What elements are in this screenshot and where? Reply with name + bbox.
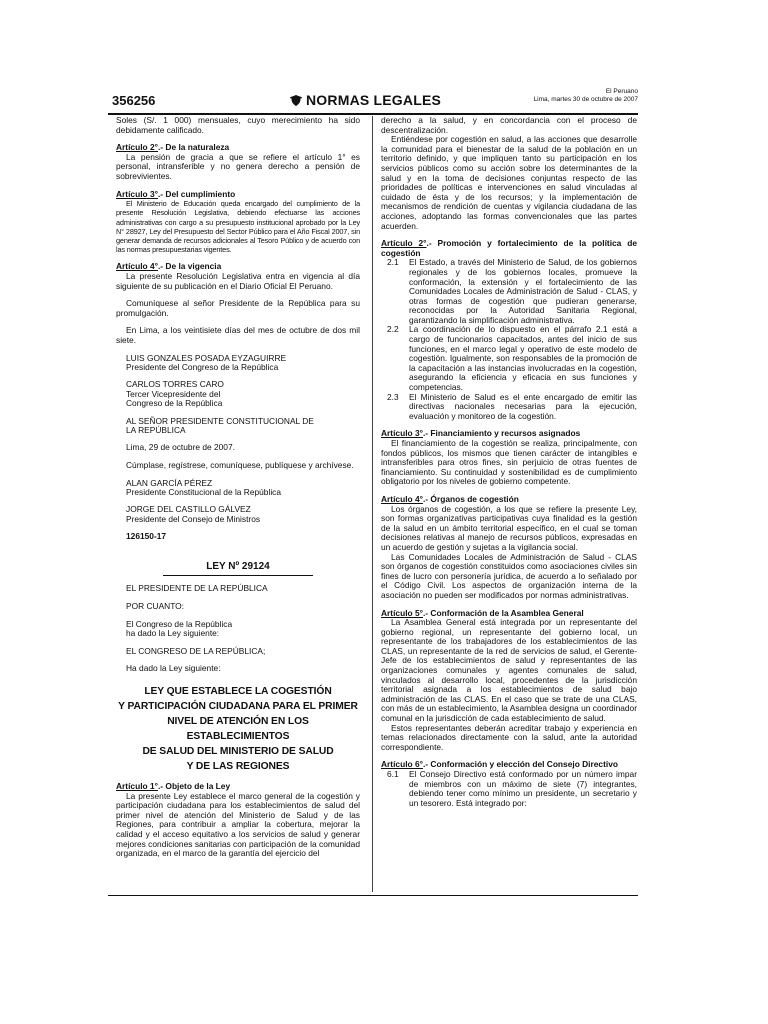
masthead-title: NORMAS LEGALES: [306, 92, 442, 108]
cumplase-text: Cúmplase, regístrese, comuníquese, publíquese y archívese.: [126, 459, 354, 470]
continuation-text: derecho a la salud, y en concordancia con el proceso de descentralización.: [381, 115, 637, 135]
paragraph-number: 2.2: [387, 324, 399, 335]
paragraph-text: El Consejo Directivo está conformado por un número impar de miembros con un máximo de siete (7) integrantes, debiendo tener como mínimo un presidente, un secretario y un tesorero. Está integrado por:: [409, 769, 637, 808]
article-5-body-2: Estos representantes deberán acreditar trabajo y experiencia en temas relacionados directamente con la salud, ante la autoridad correspondiente.: [381, 722, 637, 752]
paragraph-text: La coordinación de lo dispuesto en el párrafo 2.1 está a cargo de funcionarios capacitados, antes del inicio de sus funciones, en el marco legal y operativo de este modelo de cogestión. Igualmente, son responsables de la promoción de la capacitación a las instancias involucradas en la cogestión, asegurando la eficiencia y eficacia en sus funciones y competencias.: [409, 324, 637, 393]
coat-of-arms-icon: [290, 95, 302, 106]
en-lima-text: En Lima, a los veintisiete días del mes de octubre de dos mil siete.: [116, 325, 360, 345]
article-4-body-1: Los órganos de cogestión, a los que se refiere la presente Ley, son formas organizativas participativas cuya finalidad es la gestión de la salud en un ámbito territorial específico, en el cual se toman decisiones relativas al manejo de recursos públicos, expresadas en un acuerdo de gestión y sujetas a la vigilancia social.: [381, 503, 637, 552]
signature-block-2: [116, 380, 360, 408]
paragraph-text: El Ministerio de Salud es el ente encargado de emitir las directivas nacionales necesarias para la ejecución, evaluación y monitoreo de la cogestión.: [409, 391, 637, 421]
cogestion-definition: Entiéndese por cogestión en salud, a las acciones que desarrolle la comunidad para el bienestar de la salud de la población en un territorio definido, y que impliquen tanto su participación en los servicios públicos como su acción sobre los determinantes de la salud y en la toma de decisiones conjuntas respecto de las prioridades de políticas e intervenciones en salud vinculadas al cuidado de ésta y de los recursos; y la implementación de mecanismos de rendición de cuentas y vigilancia ciudadana de las acciones, adoptando las formas convencionales que las partes acuerden.: [381, 134, 637, 231]
article-4-body: La presente Resolución Legislativa entra en vigencia al día siguiente de su publicación en el Diario Oficial El Peruano.: [116, 270, 360, 291]
article-4-body-2: Las Comunidades Locales de Administración de Salud - CLAS son órganos de cogestión constituidos como asociaciones civiles sin fines de lucro con personería jurídica, de acuerdo a lo señalado por el Código Civil. Los aspectos de organización interna de la asociación no pueden ser modificados por normas administrativas.: [381, 551, 637, 600]
article-3-heading: Artículo 3°.- Financiamiento y recursos asignados: [381, 428, 581, 439]
paragraph-number: 2.3: [387, 391, 399, 402]
el-presidente-text: EL PRESIDENTE DE LA REPÚBLICA: [126, 583, 268, 594]
law-title-line: Y PARTICIPACIÓN CIUDADANA PARA EL PRIMER: [118, 700, 358, 712]
congreso-dado-block: [116, 620, 360, 639]
paragraph-number: 6.1: [387, 769, 399, 779]
page-header: [108, 88, 638, 112]
signer-name: CARLOS TORRES CARO: [126, 379, 224, 390]
addressee-line: LA REPÚBLICA: [126, 424, 186, 435]
law-title-line: LEY QUE ESTABLECE LA COGESTIÓN: [144, 685, 332, 697]
congreso-line: El Congreso de la República: [126, 618, 233, 629]
header-right: [534, 88, 638, 104]
article-3-body: El financiamiento de la cogestión se realiza, principalmente, con fondos públicos, los mismos que tienen carácter de intangibles e intransferibles para otros fines, sin perjuicio de otras fuentes de financiamiento. Su continuidad y sostenibilidad es de cumplimiento obligatorio por los niveles de gobierno competente.: [381, 438, 637, 487]
signature-block-1: [116, 354, 360, 373]
article-3-body: El Ministerio de Educación queda encargado del cumplimiento de la presente Resolución Legislativa, debiendo efectuarse las acciones administrativas con cargo a su presupuesto institucional aprobado por la Ley N° 28927, Ley del Presupuesto del Sector Público para el Año Fiscal 2007, sin generar demanda de recursos adicionales al Tesoro Público y de acuerdo con las normas presupuestarias vigentes.: [116, 199, 360, 255]
addressee-line: AL SEÑOR PRESIDENTE CONSTITUCIONAL DE: [126, 415, 314, 426]
signer-role: Congreso de la República: [126, 398, 223, 409]
paragraph-6-1: [381, 770, 637, 808]
signature-block-3: [116, 479, 360, 498]
article-2-body: La pensión de gracia a que se refiere el artículo 1° es personal, intransferible y no genera derecho a pensión de sobrevivientes.: [116, 151, 360, 181]
paragraph-2-3: [381, 393, 637, 422]
law-title-line: Y DE LAS REGIONES: [186, 760, 290, 772]
addressee-block: [116, 417, 360, 436]
masthead: [290, 92, 441, 108]
paragraph-number: 2.1: [387, 257, 399, 268]
article-1-body: La presente Ley establece el marco general de la cogestión y participación ciudadana para los establecimientos de salud del primer nivel de atención del Ministerio de Salud y de las Regiones, para contribuir a ampliar la cobertura, mejorar la calidad y el acceso equitativo a los servicios de salud y generar mejores condiciones sanitarias con participación de la comunidad organizada, en el marco de la garantía del ejercicio del: [116, 790, 360, 859]
signer-role: Presidente del Congreso de la República: [126, 361, 279, 372]
law-title-line: DE SALUD DEL MINISTERIO DE SALUD: [142, 745, 334, 757]
article-3-heading: Artículo 3°.- Del cumplimiento: [116, 188, 236, 199]
article-2-heading: Artículo 2°.- De la naturaleza: [116, 142, 230, 153]
ha-dado-text: Ha dado la Ley siguiente:: [126, 663, 221, 674]
signature-block-4: [116, 505, 360, 524]
article-4-heading: Artículo 4°.- Órganos de cogestión: [381, 493, 519, 504]
law-title: [116, 684, 360, 774]
congreso-line: ha dado la Ley siguiente:: [126, 628, 220, 639]
por-cuanto-text: POR CUANTO:: [126, 600, 185, 611]
article-1-heading: Artículo 1°.- Objeto de la Ley: [116, 780, 231, 791]
law-number: LEY Nº 29124: [206, 560, 270, 572]
lima-date: Lima, 29 de octubre de 2007.: [126, 442, 235, 453]
signer-name: ALAN GARCÍA PÉREZ: [126, 477, 213, 488]
left-column: [116, 116, 360, 859]
signer-role: Presidente del Consejo de Ministros: [126, 513, 261, 524]
law-title-line: NIVEL DE ATENCIÓN EN LOS ESTABLECIMIENTOS: [167, 715, 309, 742]
paragraph-2-1: [381, 258, 637, 325]
article-6-heading: Artículo 6°.- Conformación y elección del Consejo Directivo: [381, 759, 618, 770]
reference-number: 126150-17: [126, 531, 167, 542]
law-number-rule: [163, 575, 313, 576]
intro-text: Soles (S/. 1 000) mensuales, cuyo merecimiento ha sido debidamente calificado.: [116, 115, 360, 135]
article-5-body-1: La Asamblea General está integrada por un representante del gobierno regional, un representante del gobierno local, un representante de los trabajadores de los establecimientos de las CLAS, un representante de la red de servicios de salud, el Gerente-Jefe de los establecimientos de salud y representantes de las organizaciones comunales y agentes comunales de salud, vinculados al desarrollo local, procedentes de la jurisdicción territorial asignada a los establecimientos de salud bajo administración de las CLAS. En el caso que se trate de una CLAS, con más de un establecimiento, la Asamblea designa un coordinador comunal en la jurisdicción de cada establecimiento de salud.: [381, 617, 637, 724]
signer-role: Tercer Vicepresidente del: [126, 388, 221, 399]
signer-name: JORGE DEL CASTILLO GÁLVEZ: [126, 504, 251, 515]
footer-rule: [108, 895, 638, 896]
publication-date: Lima, martes 30 de octubre de 2007: [533, 96, 638, 103]
page-number: 356256: [112, 93, 156, 108]
comuniquese-text: Comuníquese al señor Presidente de la República para su promulgación.: [116, 298, 360, 318]
el-congreso-text: EL CONGRESO DE LA REPÚBLICA;: [126, 645, 266, 656]
column-separator: [372, 116, 373, 892]
signer-name: LUIS GONZALES POSADA EYZAGUIRRE: [126, 352, 287, 363]
paragraph-2-2: [381, 325, 637, 392]
right-column: [381, 116, 637, 808]
paragraph-text: El Estado, a través del Ministerio de Salud, de los gobiernos regionales y de los gobiernos locales, promueve la conformación, la extensión y el fortalecimiento de las Comunidades Locales de Administración de Salud - CLAS, y otras formas de cogestión que pudieran generarse, reconocidas por la Autoridad Sanitaria Regional, garantizando la simplificación administrativa.: [409, 257, 637, 325]
signer-role: Presidente Constitucional de la República: [126, 486, 282, 497]
publication-name: El Peruano: [605, 88, 638, 95]
article-2-heading: Artículo 2°.- Promoción y fortalecimiento de la política de cogestión: [381, 238, 637, 258]
article-4-heading: Artículo 4°.- De la vigencia: [116, 261, 222, 272]
article-5-heading: Artículo 5°.- Conformación de la Asamblea General: [381, 607, 584, 618]
